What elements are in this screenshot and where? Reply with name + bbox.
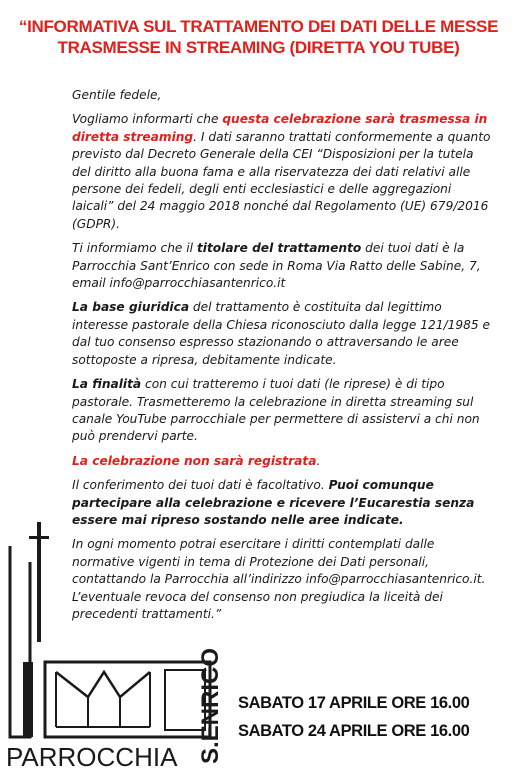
cross-icon (29, 522, 49, 642)
paragraph-rights: In ogni momento potrai esercitare i diritti contemplati dalle normative vigenti in tema di Protezione dei Dati personali, contattando la Parrocchia all’indirizzo info@parrocchiasantenrico.it. L’eventuale revoca del consenso non pregiudica la liceità dei precedenti trattamenti.” (72, 537, 486, 621)
p4-bold: La finalità (72, 377, 142, 392)
p2-text: Ti informiamo che il (72, 241, 197, 256)
p1-text: Vogliamo informarti che (72, 112, 223, 127)
p5-highlight: La celebrazione non sarà registrata (72, 453, 317, 468)
p6-bold: Puoi comunque partecipare alla celebrazione e ricevere l’Eucarestia senza essere mai ripreso sostando nelle aree indicate. (72, 478, 475, 527)
mass-dates (238, 689, 469, 745)
logo-word-senrico: S.ENRICO (197, 647, 224, 764)
paragraph-not-recorded (72, 453, 492, 470)
p2-bold: titolare del trattamento (196, 241, 362, 256)
paragraph-streaming (72, 111, 492, 233)
title-line-2: TRASMESSE IN STREAMING (DIRETTA YOU TUBE) (57, 38, 460, 57)
p3-text: del trattamento è costituita dal legittimo interesse pastorale della Chiesa riconosciuto dalla legge 121/1985 e dal tuo consenso espresso stazionando o attraversando le aree sottoposte a ripresa, debitamente indicate. (72, 300, 490, 367)
greeting: Gentile fedele, (72, 88, 162, 102)
logo-word-parrocchia: PARROCCHIA (6, 742, 178, 772)
date-line-1: SABATO 17 APRILE ORE 16.00 (238, 694, 470, 712)
document-title (0, 16, 517, 58)
p6-text: Il conferimento dei tuoi dati è facoltativo. (72, 478, 329, 493)
parish-logo (0, 522, 235, 772)
title-line-1: “INFORMATIVA SUL TRATTAMENTO DEI DATI DELLE MESSE (18, 17, 499, 36)
p3-bold: La base giuridica (72, 300, 190, 315)
p1-text-2: . I dati saranno trattati conformemente a quanto previsto dal Decreto Generale della CEI “Disposizioni per la tutela del diritto alla buona fama e alla riservatezza dei dati relativi alle persone dei fedeli, degli enti ecclesiastici e delle aggregazioni laicali” del 24 maggio 2018 nonché dal Regolamento (UE) 679/2016 (GDPR). (72, 129, 491, 231)
p1-highlight: questa celebrazione sarà trasmessa in diretta streaming (72, 112, 488, 144)
paragraph-legal-basis (72, 299, 492, 369)
paragraph-purpose (72, 376, 492, 446)
p5-text: . (316, 453, 321, 468)
date-line-2: SABATO 24 APRILE ORE 16.00 (238, 722, 470, 740)
p2-text-2: dei tuoi dati è la Parrocchia Sant’Enrico con sede in Roma Via Ratto delle Sabine, 7, email info@parrocchiasantenrico.it (72, 241, 481, 291)
p4-text: con cui tratteremo i tuoi dati (le riprese) è di tipo pastorale. Trasmetteremo la celebrazione in diretta streaming sul canale YouTube parrocchiale per permettere di assistervi a chi non può prendervi parte. (72, 377, 480, 444)
paragraph-controller (72, 240, 492, 292)
